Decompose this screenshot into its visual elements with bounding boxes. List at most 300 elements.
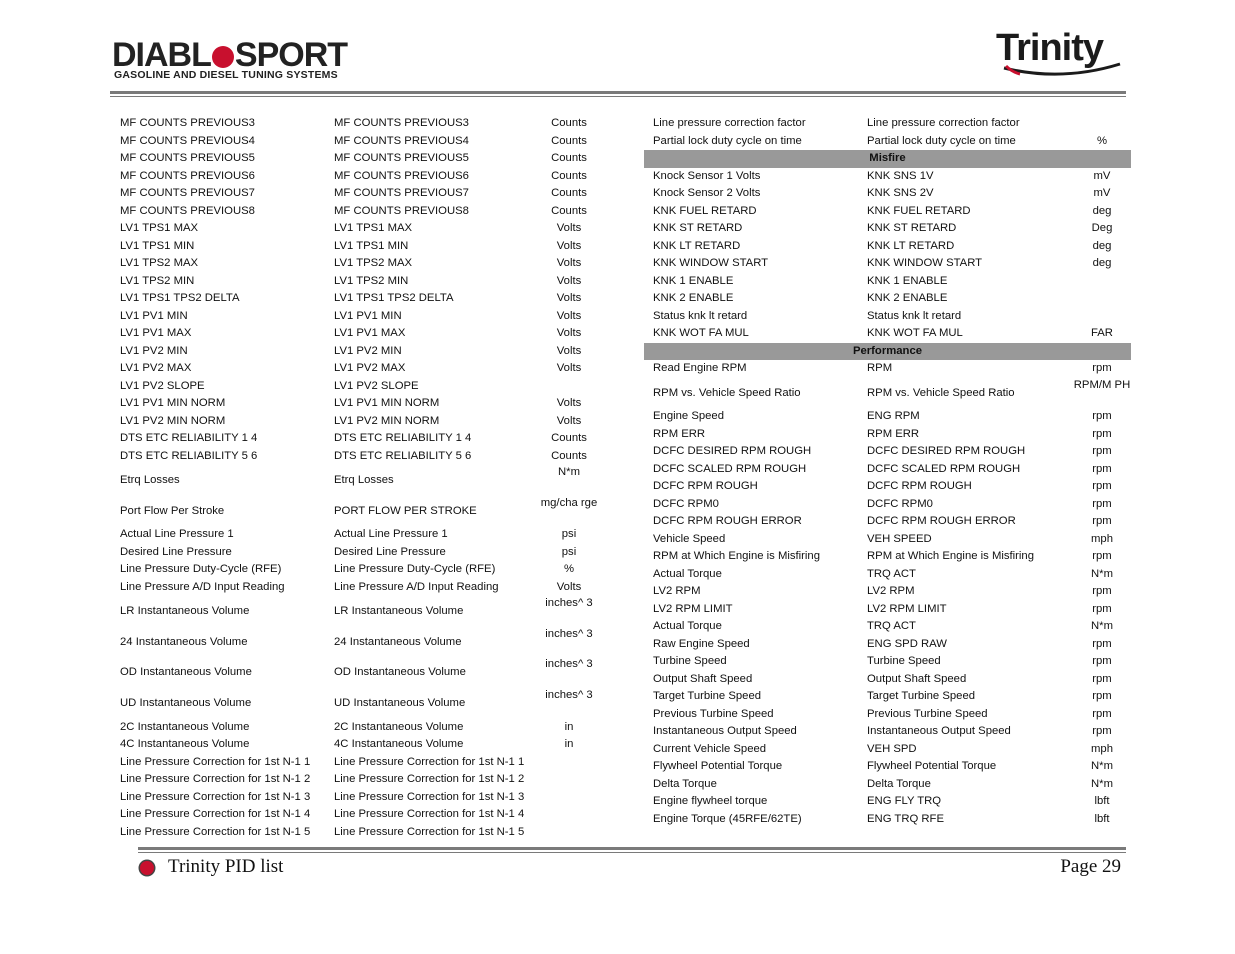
- pid-name: LV1 TPS1 TPS2 DELTA: [334, 292, 454, 304]
- swoosh-icon: [1002, 62, 1124, 78]
- trinity-wordmark: Trinity: [996, 27, 1104, 69]
- pid-description: RPM ERR: [653, 427, 706, 440]
- table-row: [644, 548, 1131, 566]
- pid-name: MF COUNTS PREVIOUS4: [334, 134, 469, 147]
- pid-name: Line Pressure Correction for 1st N-1 3: [334, 790, 525, 803]
- diablosport-logo: [112, 38, 367, 82]
- pid-description: LV1 PV1 MAX: [120, 327, 192, 339]
- wordmark-post: SPORT: [234, 36, 348, 74]
- pid-unit: mV: [1093, 169, 1111, 182]
- table-row: [112, 627, 598, 658]
- pid-description: Output Shaft Speed: [653, 672, 753, 685]
- pid-name: LV1 TPS2 MIN: [334, 274, 409, 287]
- section-title: Performance: [852, 344, 923, 357]
- pid-name: KNK WINDOW START: [867, 257, 983, 269]
- pid-name: LV1 PV1 MAX: [334, 327, 406, 339]
- pid-name: Output Shaft Speed: [867, 672, 967, 685]
- pid-description: Vehicle Speed: [653, 532, 726, 545]
- pid-description: LR Instantaneous Volume: [120, 605, 250, 618]
- pid-unit: rpm: [1092, 707, 1112, 720]
- pid-description: KNK 2 ENABLE: [653, 292, 734, 304]
- pid-name: DCFC RPM ROUGH ERROR: [867, 515, 1016, 528]
- pid-description: KNK LT RETARD: [653, 239, 741, 252]
- pid-name: KNK WOT FA MUL: [867, 327, 963, 339]
- pid-description: Flywheel Potential Torque: [653, 760, 783, 773]
- pid-description: Line Pressure Duty-Cycle (RFE): [120, 563, 282, 576]
- table-row: [112, 308, 598, 326]
- pid-name: DCFC SCALED RPM ROUGH: [867, 462, 1021, 475]
- pid-description: MF COUNTS PREVIOUS7: [120, 187, 255, 199]
- table-row: [644, 776, 1131, 794]
- pid-description: LV1 PV1 MIN NORM: [120, 397, 226, 409]
- devil-ball-icon: [212, 46, 234, 68]
- footer-title: Trinity PID list: [168, 856, 284, 877]
- table-row: [644, 185, 1131, 203]
- pid-name: ENG TRQ RFE: [867, 812, 944, 825]
- pid-name: RPM vs. Vehicle Speed Ratio: [867, 386, 1015, 399]
- pid-description: Engine Speed: [653, 410, 724, 423]
- pid-unit: N*m: [1091, 777, 1113, 790]
- pid-description: KNK ST RETARD: [653, 222, 743, 234]
- table-row: [644, 793, 1131, 811]
- table-row: [644, 513, 1131, 531]
- pid-name: KNK LT RETARD: [867, 239, 955, 252]
- pid-unit: rpm: [1092, 672, 1112, 685]
- pid-unit: Volts: [556, 414, 582, 427]
- pid-name: UD Instantaneous Volume: [334, 696, 466, 709]
- pid-name: Flywheel Potential Torque: [867, 760, 997, 773]
- table-row: [644, 741, 1131, 759]
- pid-description: Turbine Speed: [653, 655, 727, 668]
- table-row: [644, 496, 1131, 514]
- pid-name: Turbine Speed: [867, 655, 941, 668]
- pid-unit: in: [564, 738, 574, 751]
- table-row: [112, 378, 598, 396]
- pid-name: 24 Instantaneous Volume: [334, 635, 462, 648]
- section-header: [644, 150, 1131, 168]
- table-row: [112, 789, 598, 807]
- pid-unit: Volts: [556, 362, 582, 374]
- table-row: [644, 308, 1131, 326]
- table-row: [644, 255, 1131, 273]
- pid-name: MF COUNTS PREVIOUS7: [334, 187, 469, 199]
- pid-name: MF COUNTS PREVIOUS5: [334, 152, 469, 164]
- pid-unit: N*m: [1091, 760, 1113, 773]
- table-row: [112, 185, 598, 203]
- pid-unit: rpm: [1092, 427, 1112, 440]
- table-row: [644, 115, 1131, 133]
- pid-name: RPM ERR: [867, 427, 920, 440]
- table-row: [644, 723, 1131, 741]
- table-row: [644, 653, 1131, 671]
- pid-name: Etrq Losses: [334, 474, 394, 486]
- pid-unit: Volts: [556, 257, 582, 269]
- table-row: [644, 273, 1131, 291]
- pid-description: Engine flywheel torque: [653, 795, 768, 808]
- pid-unit: Counts: [551, 449, 587, 462]
- table-row: [644, 325, 1131, 343]
- table-row: [112, 220, 598, 238]
- table-row: [644, 168, 1131, 186]
- table-row: [644, 478, 1131, 496]
- pid-unit: Counts: [551, 134, 587, 147]
- pid-name: DTS ETC RELIABILITY 5 6: [334, 449, 472, 462]
- table-row: [112, 413, 598, 431]
- header-rule-thin: [110, 96, 1126, 97]
- pid-unit: Counts: [551, 152, 587, 164]
- pid-unit: Volts: [556, 274, 582, 287]
- table-row: [112, 561, 598, 579]
- pid-description: Line Pressure A/D Input Reading: [120, 580, 285, 593]
- table-row: [112, 150, 598, 168]
- pid-name: RPM: [867, 362, 893, 374]
- pid-description: DCFC RPM0: [653, 497, 719, 510]
- footer-rule: [138, 847, 1126, 850]
- pid-name: VEH SPD: [867, 742, 917, 755]
- pid-name: OD Instantaneous Volume: [334, 666, 466, 679]
- pid-name: LV1 PV2 SLOPE: [334, 379, 419, 392]
- table-row: [112, 719, 598, 737]
- wordmark-pre: DIABL: [112, 36, 211, 74]
- pid-name: LV2 RPM: [867, 585, 915, 598]
- pid-unit: deg: [1092, 239, 1112, 252]
- table-row: [644, 566, 1131, 584]
- pid-name: Line Pressure Correction for 1st N-1 5: [334, 825, 525, 838]
- pid-description: Line pressure correction factor: [653, 117, 806, 129]
- table-row: [644, 220, 1131, 238]
- pid-name: Line Pressure Correction for 1st N-1 2: [334, 773, 525, 786]
- table-row: [112, 806, 598, 824]
- pid-name: LR Instantaneous Volume: [334, 605, 464, 618]
- diablosport-wordmark: [112, 38, 347, 72]
- table-row: [112, 579, 598, 597]
- pid-unit: Volts: [556, 292, 582, 304]
- pid-unit: inches^ 3: [545, 688, 593, 701]
- table-row: [112, 657, 598, 688]
- pid-description: 24 Instantaneous Volume: [120, 635, 248, 648]
- pid-name: 4C Instantaneous Volume: [334, 738, 464, 751]
- pid-description: MF COUNTS PREVIOUS5: [120, 152, 255, 164]
- table-row: [644, 811, 1131, 829]
- pid-unit: psi: [561, 545, 577, 558]
- pid-unit: deg: [1092, 204, 1112, 217]
- table-row: [112, 255, 598, 273]
- trinity-logo: [996, 26, 1126, 82]
- pid-description: Previous Turbine Speed: [653, 707, 774, 720]
- pid-unit: rpm: [1092, 462, 1112, 475]
- table-row: [644, 671, 1131, 689]
- pid-description: LV1 PV2 MIN: [120, 344, 188, 357]
- pid-unit: rpm: [1092, 410, 1112, 423]
- table-row: [112, 688, 598, 719]
- table-row: [112, 360, 598, 378]
- pid-name: LV1 TPS2 MAX: [334, 257, 413, 269]
- pid-description: LV1 PV2 MAX: [120, 362, 192, 374]
- table-row: [644, 461, 1131, 479]
- pid-description: Line Pressure Correction for 1st N-1 5: [120, 825, 311, 838]
- table-row: [112, 343, 598, 361]
- pid-unit: psi: [561, 528, 577, 541]
- section-header: [644, 343, 1131, 361]
- pid-unit: rpm: [1092, 497, 1112, 510]
- pid-unit: N*m: [558, 466, 580, 478]
- pid-name: LV1 PV2 MIN NORM: [334, 414, 440, 427]
- pid-description: Actual Torque: [653, 567, 722, 580]
- pid-description: Line Pressure Correction for 1st N-1 2: [120, 773, 311, 786]
- pid-description: MF COUNTS PREVIOUS6: [120, 169, 255, 182]
- table-row: [644, 203, 1131, 221]
- pid-description: RPM vs. Vehicle Speed Ratio: [653, 386, 801, 399]
- table-row: [644, 758, 1131, 776]
- pid-description: Desired Line Pressure: [120, 545, 232, 558]
- pid-description: MF COUNTS PREVIOUS4: [120, 134, 255, 147]
- pid-unit: Volts: [556, 344, 582, 357]
- table-row: [644, 618, 1131, 636]
- pid-description: OD Instantaneous Volume: [120, 666, 252, 679]
- pid-description: RPM at Which Engine is Misfiring: [653, 550, 820, 563]
- table-row: [112, 544, 598, 562]
- table-row: [112, 496, 598, 527]
- pid-name: LV1 PV1 MIN NORM: [334, 397, 440, 409]
- pid-description: Line Pressure Correction for 1st N-1 4: [120, 808, 311, 821]
- pid-name: KNK FUEL RETARD: [867, 204, 971, 217]
- pid-name: Target Turbine Speed: [867, 690, 976, 703]
- pid-description: Target Turbine Speed: [653, 690, 762, 703]
- pid-name: KNK ST RETARD: [867, 222, 957, 234]
- pid-unit: %: [1096, 134, 1108, 147]
- pid-description: Instantaneous Output Speed: [653, 725, 797, 738]
- pid-description: UD Instantaneous Volume: [120, 696, 252, 709]
- pid-name: VEH SPEED: [867, 532, 932, 545]
- table-row: [112, 736, 598, 754]
- table-row: [644, 636, 1131, 654]
- pid-unit: inches^ 3: [545, 627, 593, 640]
- pid-name: LV1 PV2 MAX: [334, 362, 406, 374]
- pid-unit: Counts: [551, 117, 587, 129]
- pid-name: LV2 RPM LIMIT: [867, 602, 947, 615]
- pid-unit: Volts: [556, 309, 582, 322]
- pid-description: Status knk lt retard: [653, 309, 748, 322]
- pid-description: 4C Instantaneous Volume: [120, 738, 250, 751]
- pid-unit: rpm: [1092, 362, 1112, 374]
- table-row: [644, 133, 1131, 151]
- pid-unit: inches^ 3: [545, 597, 593, 610]
- pid-unit: in: [564, 720, 574, 733]
- pid-description: Current Vehicle Speed: [653, 742, 767, 755]
- pid-name: LV1 TPS1 MAX: [334, 222, 413, 234]
- pid-description: Read Engine RPM: [653, 362, 747, 374]
- table-row: [112, 771, 598, 789]
- pid-description: Port Flow Per Stroke: [120, 504, 225, 517]
- table-row: [112, 238, 598, 256]
- pid-name: RPM at Which Engine is Misfiring: [867, 550, 1034, 563]
- pid-name: DCFC RPM0: [867, 497, 933, 510]
- pid-description: Knock Sensor 2 Volts: [653, 187, 761, 199]
- pid-description: LV2 RPM: [653, 585, 701, 598]
- pid-name: Line Pressure Duty-Cycle (RFE): [334, 563, 496, 576]
- pid-description: KNK WOT FA MUL: [653, 327, 749, 339]
- pid-description: DCFC RPM ROUGH ERROR: [653, 515, 802, 528]
- pid-unit: N*m: [1091, 567, 1113, 580]
- pid-unit: mg/cha rge: [540, 496, 598, 509]
- pid-description: Knock Sensor 1 Volts: [653, 169, 761, 182]
- pid-description: MF COUNTS PREVIOUS3: [120, 117, 255, 129]
- footer-rule-thin: [138, 852, 1126, 853]
- table-row: [644, 601, 1131, 619]
- pid-unit: rpm: [1092, 602, 1112, 615]
- pid-name: MF COUNTS PREVIOUS6: [334, 169, 469, 182]
- pid-unit: lbft: [1094, 795, 1110, 808]
- pid-name: LV1 PV2 MIN: [334, 344, 402, 357]
- pid-unit: rpm: [1092, 725, 1112, 738]
- pid-description: LV1 PV1 MIN: [120, 309, 188, 322]
- table-row: [644, 378, 1131, 409]
- header-rule: [110, 91, 1126, 94]
- table-row: [112, 395, 598, 413]
- pid-name: Instantaneous Output Speed: [867, 725, 1011, 738]
- pid-description: Actual Torque: [653, 620, 722, 633]
- pid-description: LV2 RPM LIMIT: [653, 602, 733, 615]
- diablosport-tagline: GASOLINE AND DIESEL TUNING SYSTEMS: [114, 69, 338, 81]
- left-pid-table: [112, 115, 598, 841]
- pid-name: MF COUNTS PREVIOUS8: [334, 204, 469, 217]
- pid-name: Actual Line Pressure 1: [334, 528, 448, 541]
- table-row: [644, 238, 1131, 256]
- right-pid-table: [644, 115, 1131, 828]
- pid-name: MF COUNTS PREVIOUS3: [334, 117, 469, 129]
- pid-description: DTS ETC RELIABILITY 1 4: [120, 432, 258, 444]
- pid-description: Etrq Losses: [120, 474, 180, 486]
- pid-unit: N*m: [1091, 620, 1113, 633]
- table-row: [112, 203, 598, 221]
- pid-unit: lbft: [1094, 812, 1110, 825]
- pid-unit: rpm: [1092, 480, 1112, 493]
- pid-unit: Counts: [551, 187, 587, 199]
- pid-name: DTS ETC RELIABILITY 1 4: [334, 432, 472, 444]
- pid-name: Previous Turbine Speed: [867, 707, 988, 720]
- pid-unit: Volts: [556, 397, 582, 409]
- pid-description: DCFC DESIRED RPM ROUGH: [653, 445, 812, 458]
- pid-name: DCFC RPM ROUGH: [867, 480, 972, 493]
- table-row: [644, 706, 1131, 724]
- table-row: [112, 824, 598, 842]
- pid-description: LV1 TPS2 MAX: [120, 257, 199, 269]
- pid-name: KNK SNS 2V: [867, 187, 934, 199]
- pid-name: Desired Line Pressure: [334, 545, 446, 558]
- pid-name: ENG RPM: [867, 410, 920, 423]
- pid-description: Partial lock duty cycle on time: [653, 134, 802, 147]
- pid-unit: Counts: [551, 432, 587, 444]
- pid-unit: rpm: [1092, 515, 1112, 528]
- pid-description: MF COUNTS PREVIOUS8: [120, 204, 255, 217]
- pid-name: Line Pressure Correction for 1st N-1 4: [334, 808, 525, 821]
- pid-name: LV1 TPS1 MIN: [334, 239, 409, 252]
- pid-unit: mph: [1091, 532, 1113, 545]
- table-row: [644, 443, 1131, 461]
- pid-unit: rpm: [1092, 690, 1112, 703]
- pid-unit: inches^ 3: [545, 658, 593, 671]
- footer-bullet-icon: [140, 861, 154, 875]
- table-row: [644, 583, 1131, 601]
- table-row: [644, 426, 1131, 444]
- pid-unit: mV: [1093, 187, 1111, 199]
- pid-unit: Deg: [1091, 222, 1113, 234]
- table-row: [644, 531, 1131, 549]
- pid-description: Line Pressure Correction for 1st N-1 3: [120, 790, 311, 803]
- pid-unit: RPM/M PH: [1073, 378, 1131, 391]
- table-row: [112, 526, 598, 544]
- pid-unit: mph: [1091, 742, 1113, 755]
- pid-name: 2C Instantaneous Volume: [334, 720, 464, 733]
- pid-unit: rpm: [1092, 550, 1112, 563]
- pid-description: LV1 PV2 SLOPE: [120, 379, 205, 392]
- table-row: [112, 273, 598, 291]
- table-row: [112, 465, 598, 496]
- pid-name: KNK SNS 1V: [867, 169, 934, 182]
- pid-description: 2C Instantaneous Volume: [120, 720, 250, 733]
- pid-description: LV1 TPS2 MIN: [120, 274, 195, 287]
- pid-description: LV1 TPS1 TPS2 DELTA: [120, 292, 240, 304]
- pid-unit: %: [563, 563, 575, 576]
- table-row: [644, 360, 1131, 378]
- pid-name: Partial lock duty cycle on time: [867, 134, 1016, 147]
- pid-description: Engine Torque (45RFE/62TE): [653, 812, 802, 825]
- pid-unit: rpm: [1092, 637, 1112, 650]
- pid-description: DCFC RPM ROUGH: [653, 480, 758, 493]
- pid-name: Line Pressure A/D Input Reading: [334, 580, 499, 593]
- pid-name: DCFC DESIRED RPM ROUGH: [867, 445, 1026, 458]
- table-row: [112, 448, 598, 466]
- pid-description: KNK 1 ENABLE: [653, 274, 734, 287]
- pid-description: KNK WINDOW START: [653, 257, 769, 269]
- table-row: [112, 168, 598, 186]
- pid-name: LV1 PV1 MIN: [334, 309, 402, 322]
- pid-unit: Counts: [551, 204, 587, 217]
- pid-unit: deg: [1092, 257, 1112, 269]
- pid-description: Delta Torque: [653, 777, 717, 790]
- pid-unit: rpm: [1092, 585, 1112, 598]
- pid-name: Line pressure correction factor: [867, 117, 1020, 129]
- table-row: [112, 754, 598, 772]
- pid-unit: FAR: [1091, 327, 1113, 339]
- pid-name: PORT FLOW PER STROKE: [334, 504, 477, 517]
- table-row: [112, 596, 598, 627]
- pid-description: LV1 TPS1 MIN: [120, 239, 195, 252]
- pid-unit: Volts: [556, 222, 582, 234]
- page-number: Page 29: [1060, 856, 1121, 877]
- table-row: [644, 688, 1131, 706]
- table-row: [112, 325, 598, 343]
- pid-name: KNK 2 ENABLE: [867, 292, 948, 304]
- pid-description: LV1 PV2 MIN NORM: [120, 414, 226, 427]
- pid-description: Raw Engine Speed: [653, 637, 750, 650]
- pid-name: ENG SPD RAW: [867, 637, 947, 650]
- table-row: [112, 133, 598, 151]
- pid-description: KNK FUEL RETARD: [653, 204, 757, 217]
- pid-description: DTS ETC RELIABILITY 5 6: [120, 449, 258, 462]
- pid-unit: Volts: [556, 327, 582, 339]
- table-row: [644, 408, 1131, 426]
- pid-name: ENG FLY TRQ: [867, 795, 942, 808]
- pid-description: Actual Line Pressure 1: [120, 528, 234, 541]
- pid-unit: Volts: [556, 580, 582, 593]
- pid-name: TRQ ACT: [867, 620, 916, 633]
- table-row: [644, 290, 1131, 308]
- pid-name: Line Pressure Correction for 1st N-1 1: [334, 755, 525, 768]
- pid-name: KNK 1 ENABLE: [867, 274, 948, 287]
- table-row: [112, 290, 598, 308]
- section-title: Misfire: [869, 152, 906, 164]
